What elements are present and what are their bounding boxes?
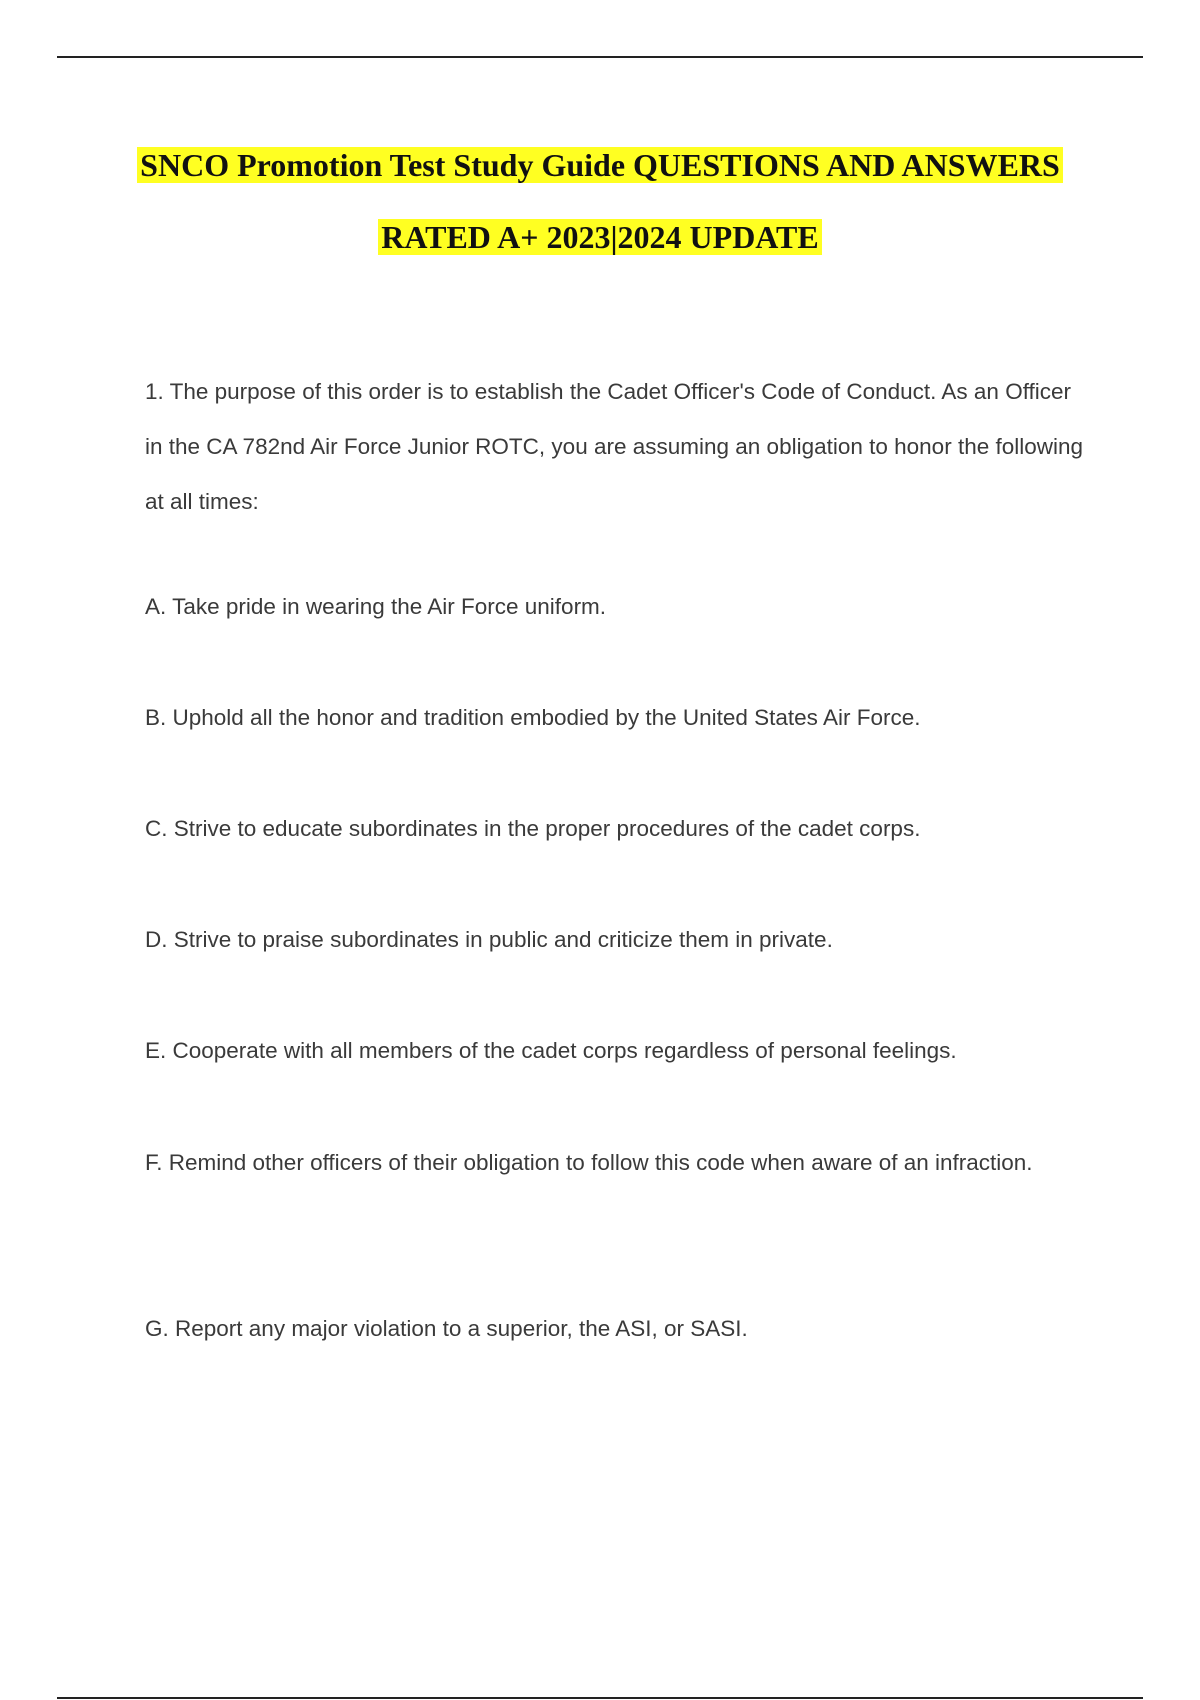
option-e: E. Cooperate with all members of the cadet corps regardless of personal feelings. xyxy=(145,1038,957,1063)
option-c: C. Strive to educate subordinates in the proper procedures of the cadet corps. xyxy=(145,816,921,841)
title-line-2-text: RATED A+ 2023|2024 UPDATE xyxy=(378,219,821,255)
title-line-2 xyxy=(0,218,1200,256)
option-b: B. Uphold all the honor and tradition embodied by the United States Air Force. xyxy=(145,705,921,730)
option-a: A. Take pride in wearing the Air Force uniform. xyxy=(145,594,607,619)
option-d: D. Strive to praise subordinates in public and criticize them in private. xyxy=(145,927,833,952)
option-f: F. Remind other officers of their obligation to follow this code when aware of an infraction. xyxy=(145,1150,1033,1175)
top-rule xyxy=(57,56,1143,58)
bottom-rule xyxy=(57,1697,1143,1699)
title-line-1 xyxy=(0,146,1200,184)
option-g: G. Report any major violation to a superior, the ASI, or SASI. xyxy=(145,1316,748,1341)
question-text: 1. The purpose of this order is to establish the Cadet Officer's Code of Conduct. As an Officer in the CA 782nd Air Force Junior ROTC, you are assuming an obligation to honor the following at all times: xyxy=(145,379,1084,514)
title-line-1-text: SNCO Promotion Test Study Guide QUESTIONS AND ANSWERS xyxy=(137,147,1063,183)
